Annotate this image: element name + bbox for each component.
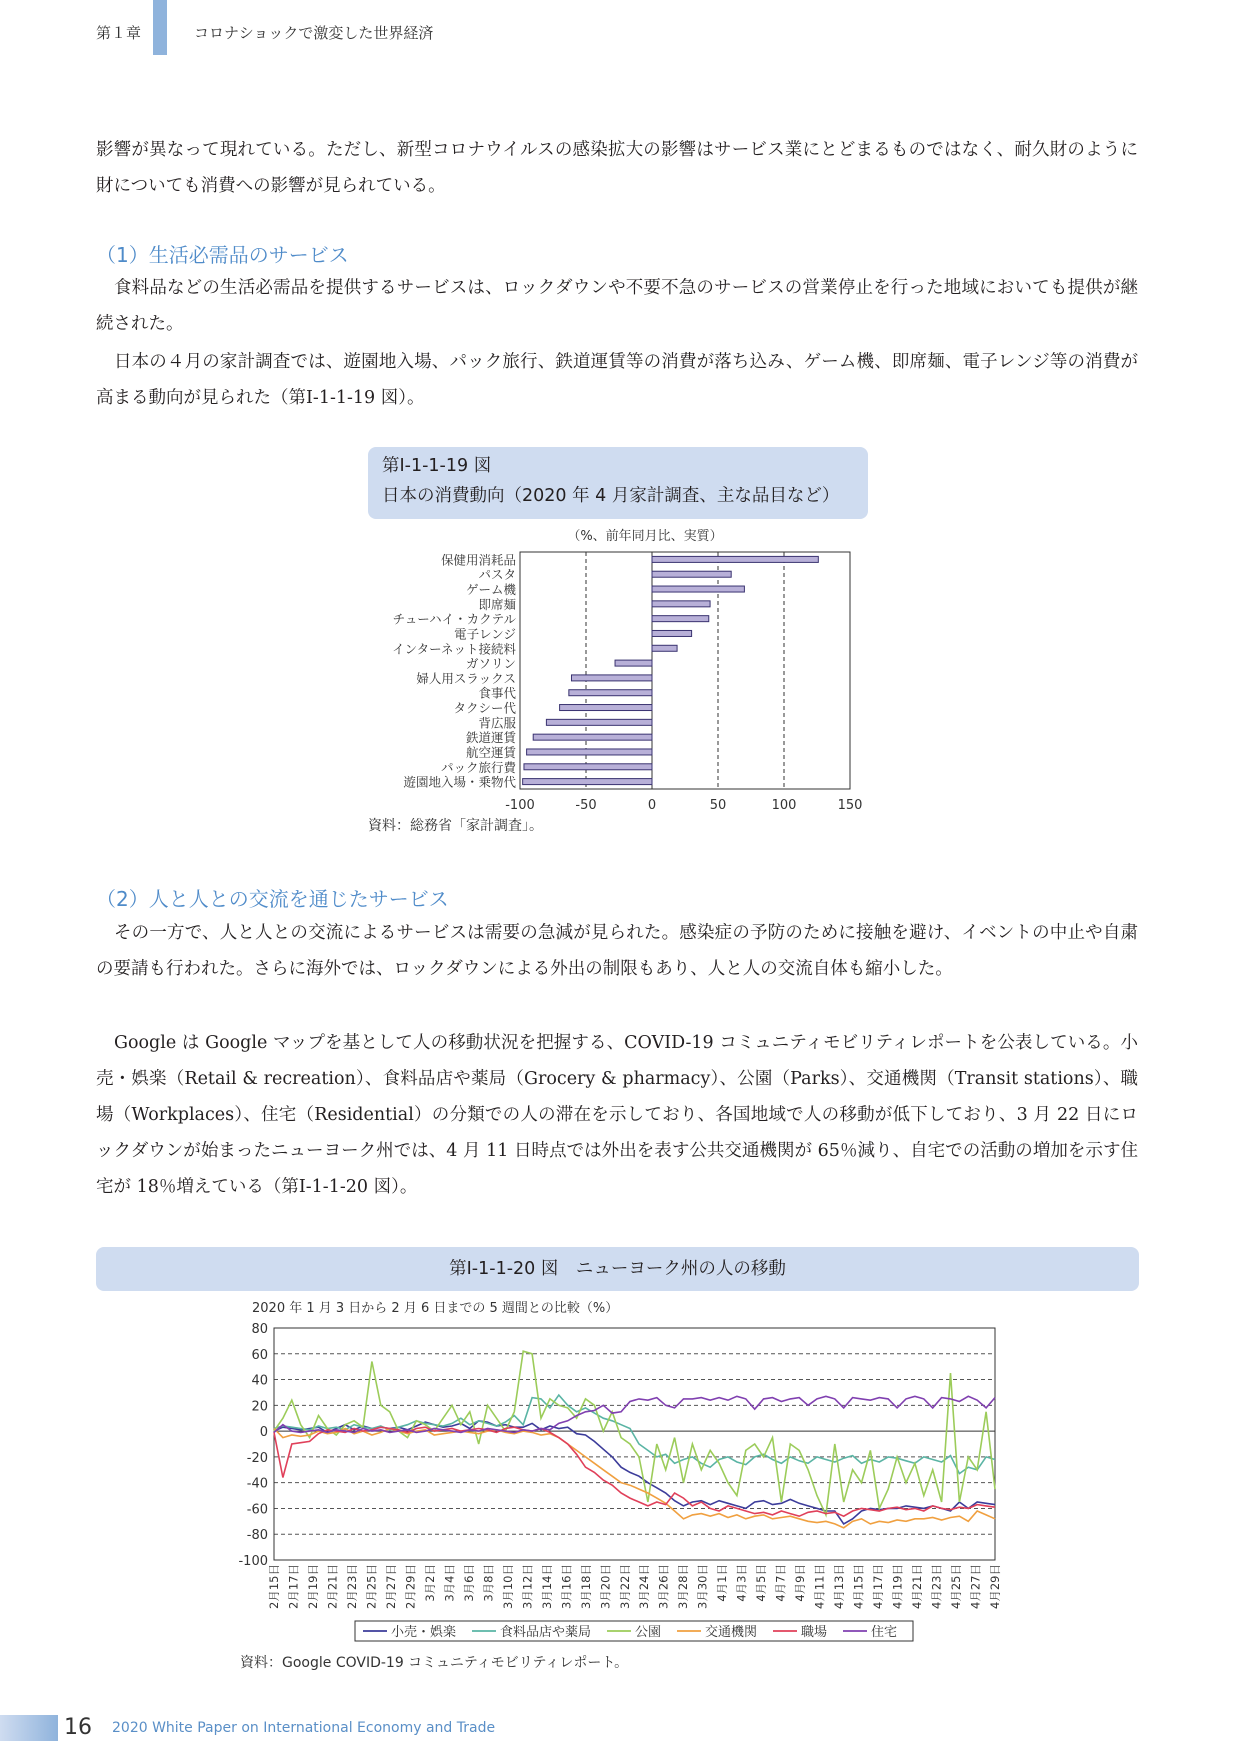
x-tick-label: 4月7日 bbox=[773, 1564, 788, 1602]
legend-label: 住宅 bbox=[871, 1625, 898, 1640]
x-tick-label: 2月17日 bbox=[286, 1564, 301, 1609]
figure-2-title: 第Ⅰ-1-1-20 図 ニューヨーク州の人の移動 bbox=[96, 1247, 1139, 1291]
category-label: 電子レンジ bbox=[454, 626, 516, 642]
plot-frame bbox=[274, 1328, 995, 1560]
x-tick-label: 4月23日 bbox=[929, 1564, 944, 1609]
legend-label: 小売・娯楽 bbox=[391, 1625, 457, 1640]
x-tick-label: 3月2日 bbox=[422, 1564, 437, 1602]
x-tick-label: 3月22日 bbox=[617, 1564, 632, 1609]
x-tick-label: 4月25日 bbox=[949, 1564, 964, 1609]
x-tick-label: 3月28日 bbox=[676, 1564, 691, 1609]
category-label: パスタ bbox=[478, 567, 516, 583]
x-tick-label: 4月13日 bbox=[832, 1564, 847, 1609]
x-tick-label: 2月29日 bbox=[403, 1564, 418, 1609]
x-tick-label: 4月21日 bbox=[910, 1564, 925, 1609]
figure-2-line-chart bbox=[230, 1298, 1010, 1648]
category-label: チューハイ・カクテル bbox=[392, 611, 516, 627]
bar bbox=[523, 779, 652, 785]
x-tick-label: 4月9日 bbox=[793, 1564, 808, 1602]
bar bbox=[652, 630, 692, 636]
x-tick-label: 2月27日 bbox=[383, 1564, 398, 1609]
x-tick-label: 0 bbox=[647, 798, 657, 813]
figure-1-title-box bbox=[368, 447, 868, 519]
y-tick-label: 40 bbox=[251, 1373, 268, 1389]
x-tick-label: 4月19日 bbox=[890, 1564, 905, 1609]
bar bbox=[546, 719, 652, 725]
category-label: 遊園地入場・乗物代 bbox=[403, 774, 516, 790]
footer-accent-bar bbox=[0, 1715, 58, 1741]
x-tick-label: -100 bbox=[505, 798, 535, 813]
category-label: 背広服 bbox=[478, 715, 516, 731]
category-label: インターネット接続料 bbox=[392, 641, 516, 657]
paragraph-1: 影響が異なって現れている。ただし、新型コロナウイルスの感染拡大の影響はサービス業にとどまるものではなく、耐久財のように財についても消費への影響が見られている。 bbox=[96, 140, 1138, 196]
series-line bbox=[274, 1427, 995, 1516]
x-tick-label: 2月19日 bbox=[305, 1564, 320, 1609]
x-tick-label: 50 bbox=[709, 798, 727, 813]
x-tick-label: 4月1日 bbox=[715, 1564, 730, 1602]
x-tick-label: 4月11日 bbox=[812, 1564, 827, 1609]
x-tick-label: 3月14日 bbox=[539, 1564, 554, 1609]
x-tick-label: 3月6日 bbox=[461, 1564, 476, 1602]
y-axis-label: 2020 年 1 月 3 日から 2 月 6 日までの 5 週間との比較（%） bbox=[252, 1301, 619, 1316]
figure-1-bar-chart bbox=[360, 524, 880, 814]
legend-label: 交通機関 bbox=[705, 1625, 758, 1640]
y-tick-label: 20 bbox=[251, 1399, 268, 1415]
y-tick-label: 80 bbox=[251, 1322, 268, 1337]
x-tick-label: 4月29日 bbox=[988, 1564, 1002, 1609]
y-tick-label: -40 bbox=[246, 1476, 268, 1492]
x-tick-label: 2月25日 bbox=[364, 1564, 379, 1609]
x-tick-label: 3月24日 bbox=[637, 1564, 652, 1609]
x-tick-label: 3月18日 bbox=[578, 1564, 593, 1609]
x-tick-label: 100 bbox=[771, 798, 797, 813]
category-label: 即席麺 bbox=[478, 596, 516, 612]
paragraph-5: Google は Google マップを基として人の移動状況を把握する、COVID-19 コミュニティモビリティレポートを公表している。小売・娯楽（Retail & recreation）、食料品店や薬局（Grocery & pharmacy）、公園（Parks）、交通機関（Transit stations）、職場（Workplaces）、住宅（Residential）の分類での人の滞在を示しており、各国地域で人の移動が低下しており、3 月 22 日にロックダウンが始まったニューヨーク州では、4 月 11 日時点では外出を表す公共交通機関が 65％減り、自宅での活動の増加を示す住宅が 18％増えている（第Ⅰ-1-1-20 図）。 bbox=[96, 1033, 1138, 1197]
bar bbox=[652, 601, 710, 607]
x-tick-label: 3月10日 bbox=[500, 1564, 515, 1609]
x-tick-label: 3月4日 bbox=[442, 1564, 457, 1602]
x-tick-label: 4月15日 bbox=[851, 1564, 866, 1609]
section-heading-1: （1）生活必需品のサービス bbox=[96, 243, 349, 267]
x-tick-label: 4月27日 bbox=[968, 1564, 983, 1609]
series-line bbox=[274, 1351, 995, 1515]
footer-publication: 2020 White Paper on International Economy and Trade bbox=[112, 1720, 496, 1736]
y-tick-label: -100 bbox=[238, 1554, 268, 1569]
series-line bbox=[274, 1429, 995, 1528]
x-tick-label: 3月8日 bbox=[481, 1564, 496, 1602]
category-label: 婦人用スラックス bbox=[416, 670, 516, 686]
x-tick-label: -50 bbox=[575, 798, 597, 813]
bar bbox=[615, 660, 652, 666]
legend-label: 食料品店や薬局 bbox=[500, 1625, 592, 1640]
category-label: 航空運賃 bbox=[465, 744, 516, 760]
page-header bbox=[0, 0, 1241, 58]
legend-label: 職場 bbox=[801, 1625, 828, 1640]
paragraph-2: 食料品などの生活必需品を提供するサービスは、ロックダウンや不要不急のサービスの営業停止を行った地域においても提供が継続された。 bbox=[96, 278, 1138, 334]
bar bbox=[560, 705, 652, 711]
x-tick-label: 3月30日 bbox=[695, 1564, 710, 1609]
category-label: ガソリン bbox=[465, 656, 516, 672]
legend bbox=[355, 1621, 913, 1641]
x-tick-label: 4月17日 bbox=[871, 1564, 886, 1609]
category-label: パック旅行費 bbox=[440, 759, 516, 775]
paragraph-3: 日本の４月の家計調査では、遊園地入場、パック旅行、鉄道運賃等の消費が落ち込み、ゲーム機、即席麺、電子レンジ等の消費が高まる動向が見られた（第Ⅰ-1-1-19 図）。 bbox=[96, 352, 1138, 408]
category-label: ゲーム機 bbox=[465, 582, 516, 598]
page-number: 16 bbox=[64, 1715, 92, 1740]
category-label: 鉄道運賃 bbox=[465, 730, 516, 746]
bar bbox=[533, 734, 652, 740]
y-tick-label: -80 bbox=[246, 1528, 268, 1544]
legend-label: 公園 bbox=[635, 1625, 662, 1640]
y-tick-label: 60 bbox=[251, 1347, 268, 1363]
figure-1-number: 第Ⅰ-1-1-19 図 bbox=[382, 456, 492, 476]
category-label: 保健用消耗品 bbox=[440, 552, 516, 568]
chapter-title: コロナショックで激変した世界経済 bbox=[194, 24, 434, 42]
x-tick-label: 2月15日 bbox=[267, 1564, 281, 1609]
figure-1-source: 資料：総務省「家計調査」。 bbox=[368, 818, 543, 834]
y-tick-label: 0 bbox=[259, 1425, 268, 1441]
x-tick-label: 3月20日 bbox=[598, 1564, 613, 1609]
x-tick-label: 2月21日 bbox=[325, 1564, 340, 1609]
x-tick-label: 3月16日 bbox=[559, 1564, 574, 1609]
bar bbox=[524, 764, 652, 770]
x-tick-label: 150 bbox=[837, 798, 863, 813]
bar bbox=[652, 616, 709, 622]
figure-1-unit-label: （%、前年同月比、実質） bbox=[567, 529, 723, 544]
header-accent-bar bbox=[153, 0, 167, 55]
bar bbox=[652, 586, 744, 592]
bar bbox=[652, 556, 818, 562]
bar bbox=[571, 675, 652, 681]
x-tick-label: 2月23日 bbox=[344, 1564, 359, 1609]
section-heading-2: （2）人と人との交流を通じたサービス bbox=[96, 887, 449, 911]
bar bbox=[652, 645, 677, 651]
paragraph-4: その一方で、人と人との交流によるサービスは需要の急減が見られた。感染症の予防のために接触を避け、イベントの中止や自粛の要請も行われた。さらに海外では、ロックダウンによる外出の制限もあり、人と人の交流自体も縮小した。 bbox=[96, 923, 1138, 979]
x-tick-label: 4月3日 bbox=[734, 1564, 749, 1602]
bar bbox=[652, 571, 731, 577]
category-label: 食事代 bbox=[478, 685, 516, 701]
bar bbox=[569, 690, 652, 696]
x-tick-label: 3月26日 bbox=[656, 1564, 671, 1609]
y-tick-label: -20 bbox=[246, 1450, 268, 1466]
figure-1-title: 日本の消費動向（2020 年 4 月家計調査、主な品目など） bbox=[382, 486, 840, 506]
chapter-label: 第１章 bbox=[96, 24, 142, 42]
x-tick-label: 4月5日 bbox=[754, 1564, 769, 1602]
category-label: タクシー代 bbox=[453, 700, 516, 716]
bar bbox=[527, 749, 652, 755]
y-tick-label: -60 bbox=[246, 1502, 268, 1518]
x-tick-label: 3月12日 bbox=[520, 1564, 535, 1609]
figure-2-source: 資料：Google COVID-19 コミュニティモビリティレポート。 bbox=[240, 1655, 629, 1671]
